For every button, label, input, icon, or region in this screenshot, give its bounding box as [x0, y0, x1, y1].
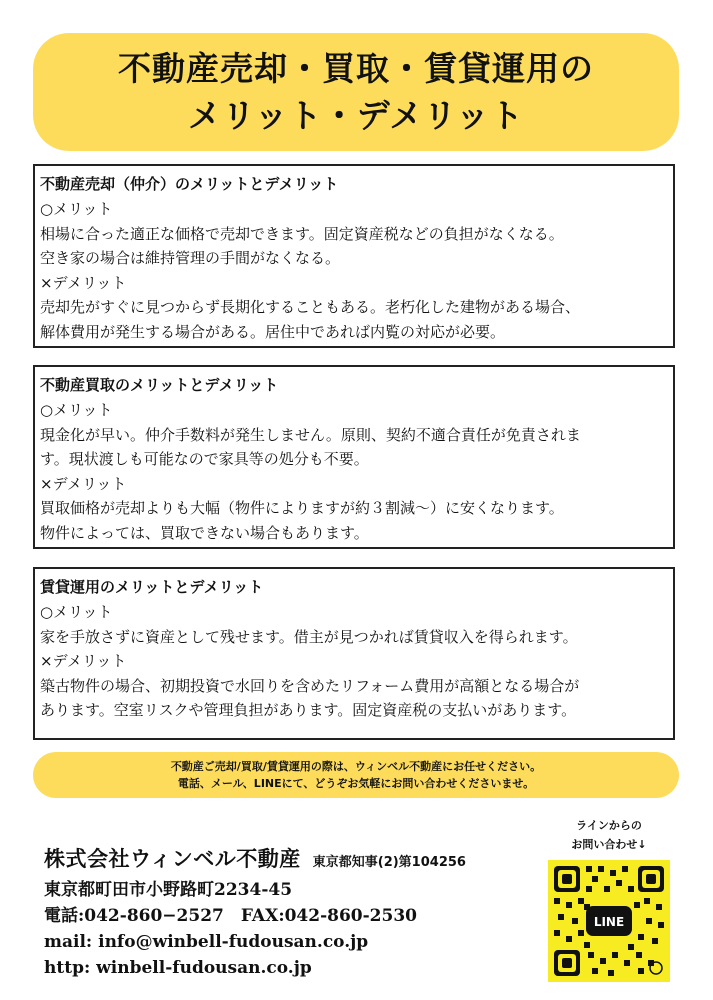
email-address: mail: info@winbell-fudousan.co.jp — [44, 932, 369, 952]
demerit-heading: ×デメリット — [40, 652, 127, 670]
merit-text: 空き家の場合は維持管理の手間がなくなる。 — [40, 249, 341, 267]
line-qr-code[interactable] — [548, 860, 670, 982]
merit-heading: ○メリット — [40, 200, 113, 218]
demerit-text: 買取価格が売却よりも大幅（物件によりますが約３割減～）に安くなります。 — [40, 499, 564, 517]
section-title: 賃貸運用のメリットとデメリット — [40, 578, 264, 596]
section-title: 不動産買取のメリットとデメリット — [40, 376, 279, 394]
demerit-heading: ×デメリット — [40, 273, 127, 292]
section-rental — [33, 567, 675, 740]
page-title-line-1: 不動産売却・買取・賃貸運用の — [118, 49, 594, 88]
license-number: 東京都知事(2)第104256 — [312, 855, 466, 870]
qr-code-icon — [548, 860, 670, 982]
qr-line-label: LINE — [593, 915, 625, 929]
demerit-text: 売却先がすぐに見つからず長期化することもある。老朽化した建物がある場合、 — [40, 298, 581, 316]
address: 東京都町田市小野路町2234-45 — [44, 880, 293, 900]
line-caption-1: ラインからの — [576, 819, 642, 832]
banner-line-2: 電話、メール、LINEにて、どうぞお気軽にお問い合わせくださいませ。 — [177, 777, 535, 790]
demerit-heading: ×デメリット — [40, 474, 127, 493]
demerit-text: 物件によっては、買取できない場合もあります。 — [40, 523, 369, 542]
section-title: 不動産売却（仲介）のメリットとデメリット — [40, 175, 339, 193]
section-sale — [33, 164, 675, 348]
line-caption — [548, 816, 670, 854]
company-info — [44, 843, 466, 981]
company-name: 株式会社ウィンベル不動産 — [44, 847, 301, 871]
demerit-text: あります。空室リスクや管理負担があります。固定資産税の支払いがあります。 — [40, 701, 577, 719]
phone-fax: 電話:042-860−2527 FAX:042-860-2530 — [44, 906, 417, 926]
merit-text: 現金化が早い。仲介手数料が発生しません。原則、契約不適合責任が免責されま — [40, 425, 581, 444]
merit-text: 家を手放さずに資産として残せます。借主が見つかれば賃貸収入を得られます。 — [40, 627, 578, 646]
merit-heading: ○メリット — [40, 603, 113, 621]
website-url: http: winbell-fudousan.co.jp — [44, 958, 312, 978]
contact-banner — [33, 752, 679, 798]
line-caption-2: お問い合わせ↓ — [571, 838, 647, 851]
merit-text: 相場に合った適正な価格で売却できます。固定資産税などの負担がなくなる。 — [40, 224, 564, 243]
demerit-text: 築古物件の場合、初期投資で水回りを含めたリフォーム費用が高額となる場合が — [40, 676, 580, 695]
banner-line-1: 不動産ご売却/買取/賃貸運用の際は、ウィンベル不動産にお任せください。 — [170, 760, 542, 773]
merit-heading: ○メリット — [40, 401, 113, 419]
demerit-text: 解体費用が発生する場合がある。居住中であれば内覧の対応が必要。 — [40, 322, 506, 341]
title-banner — [33, 33, 679, 151]
section-purchase — [33, 365, 675, 549]
page-title-line-2: メリット・デメリット — [187, 96, 525, 135]
merit-text: す。現状渡しも可能なので家具等の処分も不要。 — [40, 450, 369, 468]
